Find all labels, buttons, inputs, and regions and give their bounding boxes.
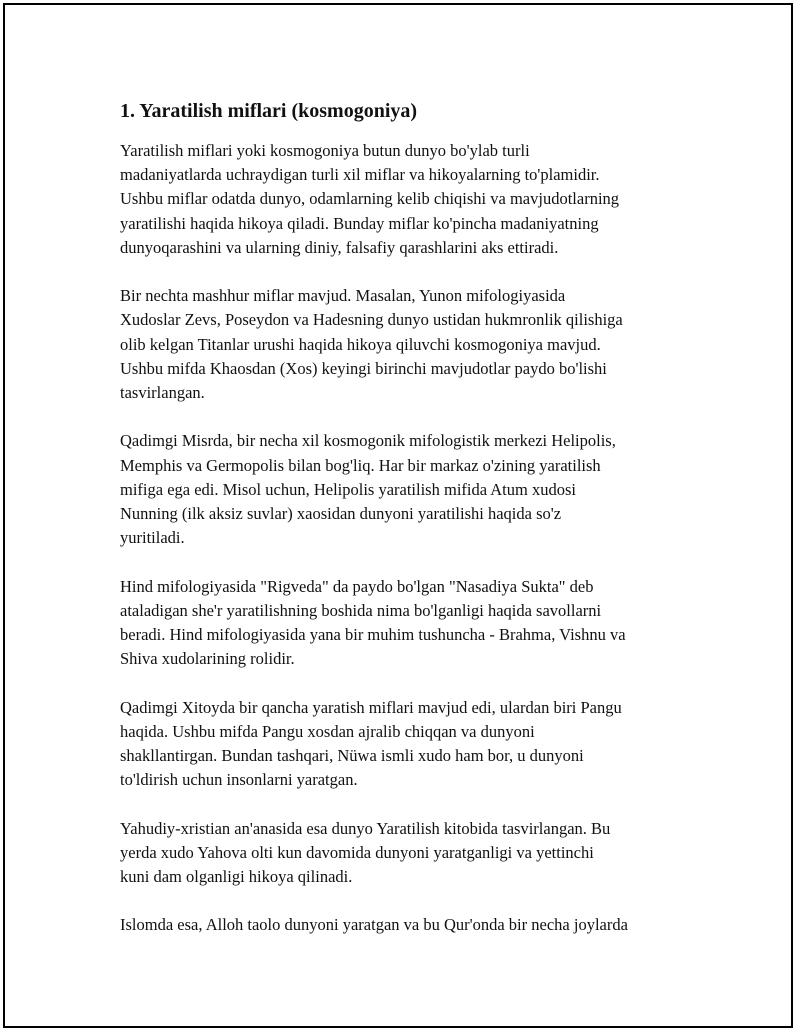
paragraph-line: Ushbu miflar odatda dunyo, odamlarning kelib chiqishi va mavjudotlarning bbox=[120, 189, 620, 209]
paragraph-line: mifiga ega edi. Misol uchun, Helipolis yaratilish mifida Atum xudosi bbox=[120, 479, 576, 499]
paragraph-line: Memphis va Germopolis bilan bog'liq. Har bir markaz o'zining yaratilish bbox=[120, 455, 601, 475]
paragraph-6 bbox=[120, 817, 700, 890]
paragraph-line: Islomda esa, Alloh taolo dunyoni yaratgan va bu Qur'onda bir necha joylarda bbox=[120, 915, 628, 935]
paragraph-line: Nunning (ilk aksiz suvlar) xaosidan dunyoni yaratilishi haqida so'z bbox=[120, 504, 562, 524]
paragraph-line: dunyoqarashini va ularning diniy, falsafiy qarashlarini aks ettiradi. bbox=[120, 237, 559, 257]
paragraph-line: haqida. Ushbu mifda Pangu xosdan ajralib chiqqan va dunyoni bbox=[120, 721, 535, 741]
paragraph-line: kuni dam olganligi hikoya qilinadi. bbox=[120, 867, 353, 887]
paragraph-3 bbox=[120, 429, 700, 550]
paragraph-1 bbox=[120, 139, 700, 260]
paragraph-line: ataladigan she'r yaratilishning boshida nima bo'lganligi haqida savollarni bbox=[120, 600, 602, 620]
paragraph-line: shakllantirgan. Bundan tashqari, Nüwa ismli xudo ham bor, u dunyoni bbox=[120, 746, 584, 766]
paragraph-line: Qadimgi Xitoyda bir qancha yaratish miflari mavjud edi, ulardan biri Pangu bbox=[120, 697, 622, 717]
paragraph-line: yaratilishi haqida hikoya qiladi. Bunday miflar ko'pincha madaniyatning bbox=[120, 213, 599, 233]
paragraph-line: to'ldirish uchun insonlarni yaratgan. bbox=[120, 770, 358, 790]
paragraph-line: madaniyatlarda uchraydigan turli xil miflar va hikoyalarning to'plamidir. bbox=[120, 165, 600, 185]
document-content bbox=[120, 99, 700, 962]
section-title: 1. Yaratilish miflari (kosmogoniya) bbox=[120, 100, 418, 122]
paragraph-line: Ushbu mifda Khaosdan (Xos) keyingi birinchi mavjudotlar paydo bo'lishi bbox=[120, 358, 607, 378]
paragraph-line: tasvirlangan. bbox=[120, 383, 205, 403]
paragraph-line: Shiva xudolarining rolidir. bbox=[120, 649, 295, 669]
paragraph-line: Yahudiy-xristian an'anasida esa dunyo Yaratilish kitobida tasvirlangan. Bu bbox=[120, 818, 611, 838]
paragraph-line: olib kelgan Titanlar urushi haqida hikoya qiluvchi kosmogoniya mavjud. bbox=[120, 334, 601, 354]
paragraph-line: Hind mifologiyasida "Rigveda" da paydo bo'lgan "Nasadiya Sukta" deb bbox=[120, 576, 594, 596]
paragraph-line: yuritiladi. bbox=[120, 528, 185, 548]
paragraph-line: Xudoslar Zevs, Poseydon va Hadesning dunyo ustidan hukmronlik qilishiga bbox=[120, 310, 623, 330]
paragraph-line: Yaratilish miflari yoki kosmogoniya butun dunyo bo'ylab turli bbox=[120, 141, 530, 160]
paragraph-7 bbox=[120, 913, 700, 937]
paragraph-4 bbox=[120, 575, 700, 672]
paragraph-2 bbox=[120, 284, 700, 405]
paragraph-5 bbox=[120, 696, 700, 793]
paragraph-line: yerda xudo Yahova olti kun davomida dunyoni yaratganligi va yettinchi bbox=[120, 842, 594, 862]
document-page bbox=[3, 3, 793, 1028]
paragraph-line: beradi. Hind mifologiyasida yana bir muhim tushuncha - Brahma, Vishnu va bbox=[120, 625, 626, 645]
paragraph-line: Bir nechta mashhur miflar mavjud. Masalan, Yunon mifologiyasida bbox=[120, 286, 566, 306]
paragraph-line: Qadimgi Misrda, bir necha xil kosmogonik mifologistik merkezi Helipolis, bbox=[120, 431, 616, 451]
